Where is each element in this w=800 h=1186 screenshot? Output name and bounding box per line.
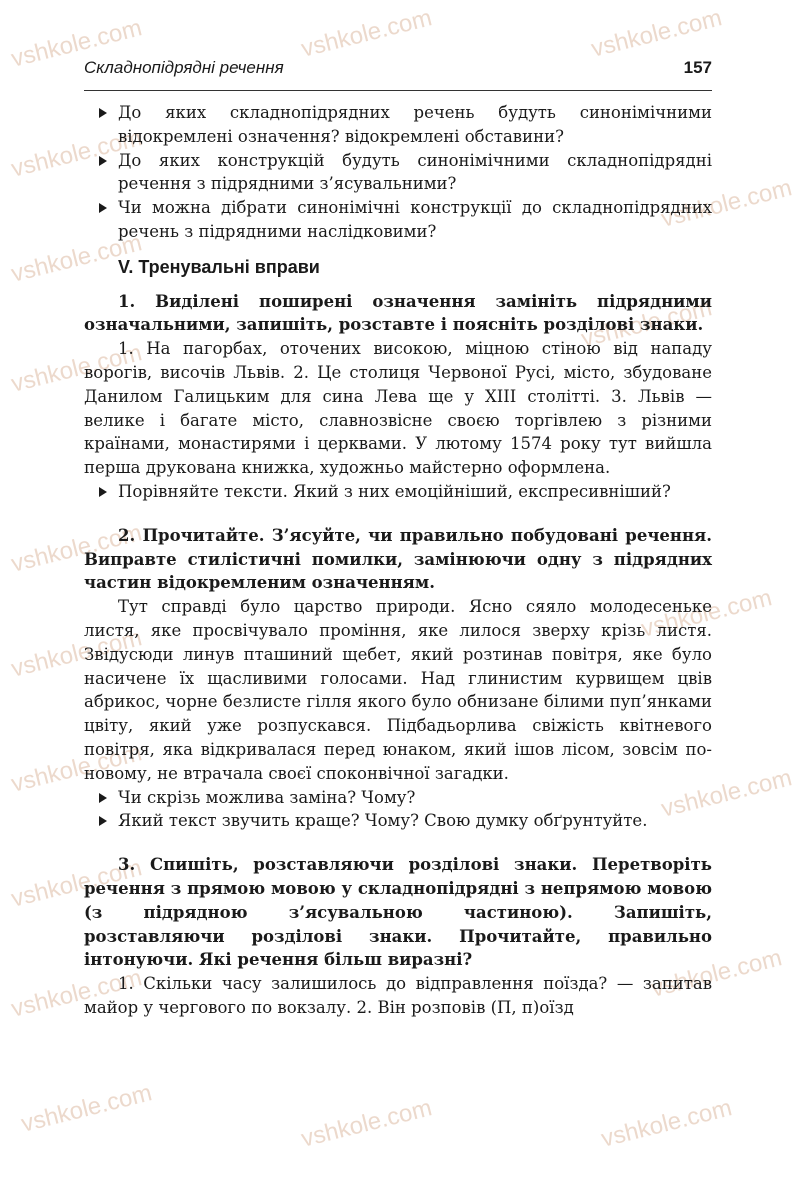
exercise-text: 1. Скільки часу залишилось до відправлення поїзда? — запитав майор у чергового по вокзалу. 2. Він розповів (П, п)оїзд	[84, 974, 712, 1017]
watermark: vshkole.com	[8, 854, 145, 913]
watermark: vshkole.com	[8, 519, 145, 578]
watermark: vshkole.com	[18, 1079, 155, 1138]
page-content	[84, 101, 712, 1020]
exercise-task: 1. Виділені поширені означення замініть підрядними означальними, запишіть, розставте і поясніть розділові знаки.	[84, 291, 712, 335]
question-item: Порівняйте тексти. Який з них емоційніший, експресивніший?	[84, 480, 712, 504]
watermark: vshkole.com	[298, 4, 435, 63]
question-item: До яких складнопідрядних речень будуть синонімічними відокремлені означення? відокремлені обставини?	[84, 101, 712, 149]
running-header	[84, 58, 712, 91]
watermark: vshkole.com	[648, 944, 785, 1003]
watermark: vshkole.com	[638, 584, 775, 643]
watermark: vshkole.com	[298, 1094, 435, 1153]
question-item: До яких конструкцій будуть синонімічними складнопідрядні речення з підрядними з’ясувальними?	[84, 149, 712, 197]
question-item: Чи можна дібрати синонімічні конструкції до складнопідрядних речень з підрядними наслідковими?	[84, 196, 712, 244]
section-heading: V. Тренувальні вправи	[118, 256, 320, 277]
exercise-task: 3. Спишіть, розставляючи розділові знаки. Перетворіть речення з прямою мовою у складнопідрядні з непрямою мовою (з підрядною з’ясувальною частиною). Запишіть, розставляючи розділові знаки. Прочитайте, правильно інтонуючи. Які речення більш виразні?	[84, 855, 712, 970]
watermark: vshkole.com	[8, 739, 145, 798]
question-item: Чи скрізь можлива заміна? Чому?	[84, 786, 712, 810]
watermark: vshkole.com	[658, 764, 795, 823]
watermark: vshkole.com	[598, 1094, 735, 1153]
watermark: vshkole.com	[588, 4, 725, 63]
page-number: 157	[683, 58, 712, 77]
watermark: vshkole.com	[8, 624, 145, 683]
watermark: vshkole.com	[8, 339, 145, 398]
exercise-text: Тут справді було царство природи. Ясно сяяло молодесеньке листя, яке просвічувало проміння, яке лилося зверху крізь листя. Звідусюди линув пташиний щебет, який розтинав повітря, яке було насичене їх щасливими голосами. Над глинистим курвищем цвів абрикос, чорне безлисте гілля якого було обнизане білими пуп’янками цвіту, який уже розпускався. Підбадьорлива свіжість квітневого повітря, яка відкривалася перед юнаком, який ішов лісом, зовсім по-новому, не втрачала своєї споконвічної загадки.	[84, 597, 712, 783]
watermark: vshkole.com	[8, 124, 145, 183]
header-title: Складнопідрядні речення	[84, 58, 284, 77]
watermark: vshkole.com	[8, 14, 145, 73]
watermark: vshkole.com	[578, 294, 715, 353]
page	[84, 58, 712, 1020]
exercise-text: 1. На пагорбах, оточених високою, міцною стіною від нападу ворогів, височів Львів. 2. Це столиця Червоної Русі, місто, збудоване Данилом Галицьким для сина Лева ще у XIII столітті. 3. Львів — велике і багате місто, славнозвісне своєю торгівлею з різними країнами, монастирями і церквами. У лютому 1574 року тут вийшла перша друкована книжка, художньо майстерно оформлена.	[84, 339, 712, 478]
watermark: vshkole.com	[658, 174, 795, 233]
watermark: vshkole.com	[8, 964, 145, 1023]
exercise-task: 2. Прочитайте. З’ясуйте, чи правильно побудовані речення. Виправте стилістичні помилки, замінюючи одну з підрядних частин відокремленим означенням.	[84, 525, 712, 593]
question-item: Який текст звучить краще? Чому? Свою думку обґрунтуйте.	[84, 809, 712, 833]
watermark: vshkole.com	[8, 229, 145, 288]
